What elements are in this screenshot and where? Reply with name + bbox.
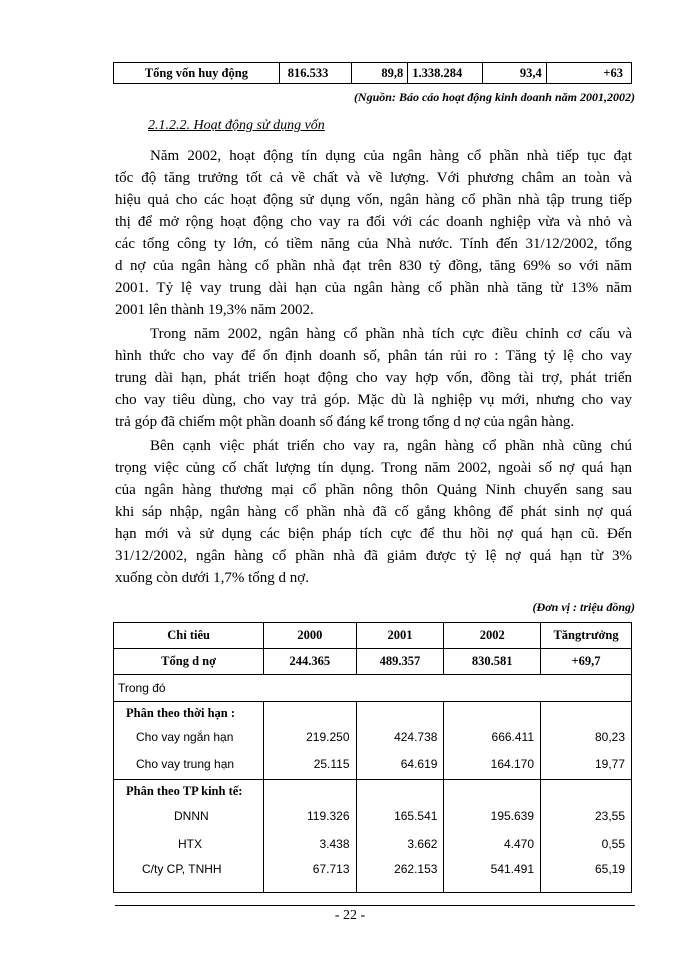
percent-2001: 89,8 bbox=[352, 63, 408, 84]
cell-growth: 19,77 bbox=[541, 749, 632, 780]
table-row bbox=[114, 830, 632, 858]
table-row bbox=[114, 724, 632, 749]
total-row bbox=[114, 649, 632, 675]
group-title-row bbox=[114, 780, 632, 803]
page-number: - 22 - bbox=[334, 908, 366, 923]
total-label: Tổng d nợ bbox=[114, 649, 264, 675]
cell-2001: 64.619 bbox=[356, 749, 444, 780]
section-row bbox=[114, 675, 632, 702]
text-line: hiệu quả cho các hoạt động sử dụng vốn, ngân hàng cổ phần nhà tập trung tiếp bbox=[115, 192, 632, 208]
header-indicator: Chỉ tiêu bbox=[114, 623, 264, 649]
text-line: khi sáp nhập, ngân hàng cổ phần nhà đã cố gắng không để phát sinh nợ quá bbox=[115, 504, 632, 520]
total-funding-label: Tổng vốn huy động bbox=[114, 63, 280, 84]
text-line: 2001 lên thành 19,3% năm 2002. bbox=[115, 302, 314, 318]
table-row bbox=[114, 63, 632, 84]
cell-2001: 262.153 bbox=[356, 858, 444, 893]
table-row bbox=[114, 802, 632, 830]
cell-2002: 4.470 bbox=[444, 830, 541, 858]
text-line: 2001. Tỷ lệ vay trung dài hạn của ngân hàng cổ phần nhà tăng từ 13% năm bbox=[115, 280, 632, 296]
cell-2001: 165.541 bbox=[356, 802, 444, 830]
cell-2000: 3.438 bbox=[264, 830, 356, 858]
header-2002: 2002 bbox=[444, 623, 541, 649]
text-line: hình thức cho vay để ổn định doanh số, phân tán rủi ro : Tăng tỷ lệ cho vay bbox=[115, 348, 632, 364]
row-label: HTX bbox=[114, 830, 264, 858]
cell-2001: 424.738 bbox=[356, 724, 444, 749]
percent-2002: 93,4 bbox=[482, 63, 546, 84]
row-label: DNNN bbox=[114, 802, 264, 830]
cell-growth: 23,55 bbox=[541, 802, 632, 830]
source-note: (Nguồn: Báo cáo hoạt động kinh doanh năm 2001,2002) bbox=[353, 90, 635, 104]
text-line: các tổng công ty lớn, có tiềm năng của Nhà nước. Tính đến 31/12/2002, tổng bbox=[115, 236, 632, 252]
text-line: tốc độ tăng trưởng tốt cả về chất và về lượng. Với phương châm an toàn và bbox=[115, 170, 632, 186]
row-label: Cho vay trung hạn bbox=[114, 749, 264, 780]
cell-2000: 119.326 bbox=[264, 802, 356, 830]
cell-growth: 80,23 bbox=[541, 724, 632, 749]
header-2000: 2000 bbox=[264, 623, 356, 649]
text-line: hạn mới và sử dụng các biện pháp tích cực để thu hồi nợ quá hạn cũ. Đến bbox=[115, 526, 632, 542]
growth-value: +63 bbox=[546, 63, 631, 84]
value-2002: 1.338.284 bbox=[408, 63, 482, 84]
cell-2002: 164.170 bbox=[444, 749, 541, 780]
text-line: Năm 2002, hoạt động tín dụng của ngân hàng cổ phần nhà tiếp tục đạt bbox=[150, 148, 632, 164]
footer-divider bbox=[115, 905, 635, 906]
text-line: cho vay tiêu dùng, cho vay trả góp. Mặc dù là nghiệp vụ mới, nhưng cho vay bbox=[115, 392, 632, 408]
text-line: thị để mở rộng hoạt động cho vay ra đối với các doanh nghiệp vừa và nhỏ và bbox=[115, 214, 632, 230]
cell-2000: 219.250 bbox=[264, 724, 356, 749]
text-line: trả góp đã chiếm một phần doanh số đáng kể trong tổng d nợ của ngân hàng. bbox=[115, 414, 575, 430]
group-title-row bbox=[114, 702, 632, 725]
value-2001: 816.533 bbox=[279, 63, 351, 84]
cell-growth: 0,55 bbox=[541, 830, 632, 858]
row-label: C/ty CP, TNHH bbox=[114, 858, 264, 893]
text-line: xuống còn dưới 1,7% tổng d nợ. bbox=[115, 570, 309, 586]
funding-table bbox=[113, 62, 632, 84]
cell-2000: 67.713 bbox=[264, 858, 356, 893]
text-line: d nợ của ngân hàng cổ phần nhà đạt trên 830 tỷ đồng, tăng 69% so với năm bbox=[115, 258, 632, 274]
cell-2002: 541.491 bbox=[444, 858, 541, 893]
text-line: Trong năm 2002, ngân hàng cổ phần nhà tích cực điều chỉnh cơ cấu và bbox=[150, 326, 632, 342]
cell-2001: 3.662 bbox=[356, 830, 444, 858]
table-header-row bbox=[114, 623, 632, 649]
cell-growth: 65,19 bbox=[541, 858, 632, 893]
cell-2000: 25.115 bbox=[264, 749, 356, 780]
table-row bbox=[114, 749, 632, 780]
group-title-term: Phân theo thời hạn : bbox=[114, 702, 264, 725]
text-line: trọng việc củng cố chất lượng tín dụng. Trong năm 2002, ngoài số nợ quá hạn bbox=[115, 460, 632, 476]
cell-2002: 195.639 bbox=[444, 802, 541, 830]
loan-table bbox=[113, 622, 632, 893]
section-label: Trong đó bbox=[114, 675, 632, 702]
table-row bbox=[114, 858, 632, 893]
text-line: trung dài hạn, phát triển hoạt động cho vay hợp vốn, đồng tài trợ, phát triển bbox=[115, 370, 632, 386]
group-title-sector: Phân theo TP kinh tế: bbox=[114, 780, 264, 803]
total-2002: 830.581 bbox=[444, 649, 541, 675]
text-line: Bên cạnh việc phát triển cho vay ra, ngân hàng cổ phần nhà cũng chú bbox=[150, 438, 632, 454]
cell-2002: 666.411 bbox=[444, 724, 541, 749]
header-growth: Tăngtrưởng bbox=[541, 623, 632, 649]
section-heading: 2.1.2.2. Hoạt động sử dụng vốn bbox=[148, 118, 325, 133]
total-2000: 244.365 bbox=[264, 649, 356, 675]
text-line: của ngân hàng thương mại cổ phần nông thôn Quảng Ninh chuyển sang sau bbox=[115, 482, 632, 498]
total-growth: +69,7 bbox=[541, 649, 632, 675]
paragraph-3 bbox=[115, 435, 632, 589]
unit-note: (Đơn vị : triệu đồng) bbox=[532, 600, 635, 614]
row-label: Cho vay ngắn hạn bbox=[114, 724, 264, 749]
text-line: 31/12/2002, ngân hàng cổ phần nhà đã giảm được tỷ lệ nợ quá hạn từ 3% bbox=[115, 548, 632, 564]
total-2001: 489.357 bbox=[356, 649, 444, 675]
header-2001: 2001 bbox=[356, 623, 444, 649]
paragraph-2 bbox=[115, 323, 632, 433]
paragraph-1 bbox=[115, 145, 632, 321]
